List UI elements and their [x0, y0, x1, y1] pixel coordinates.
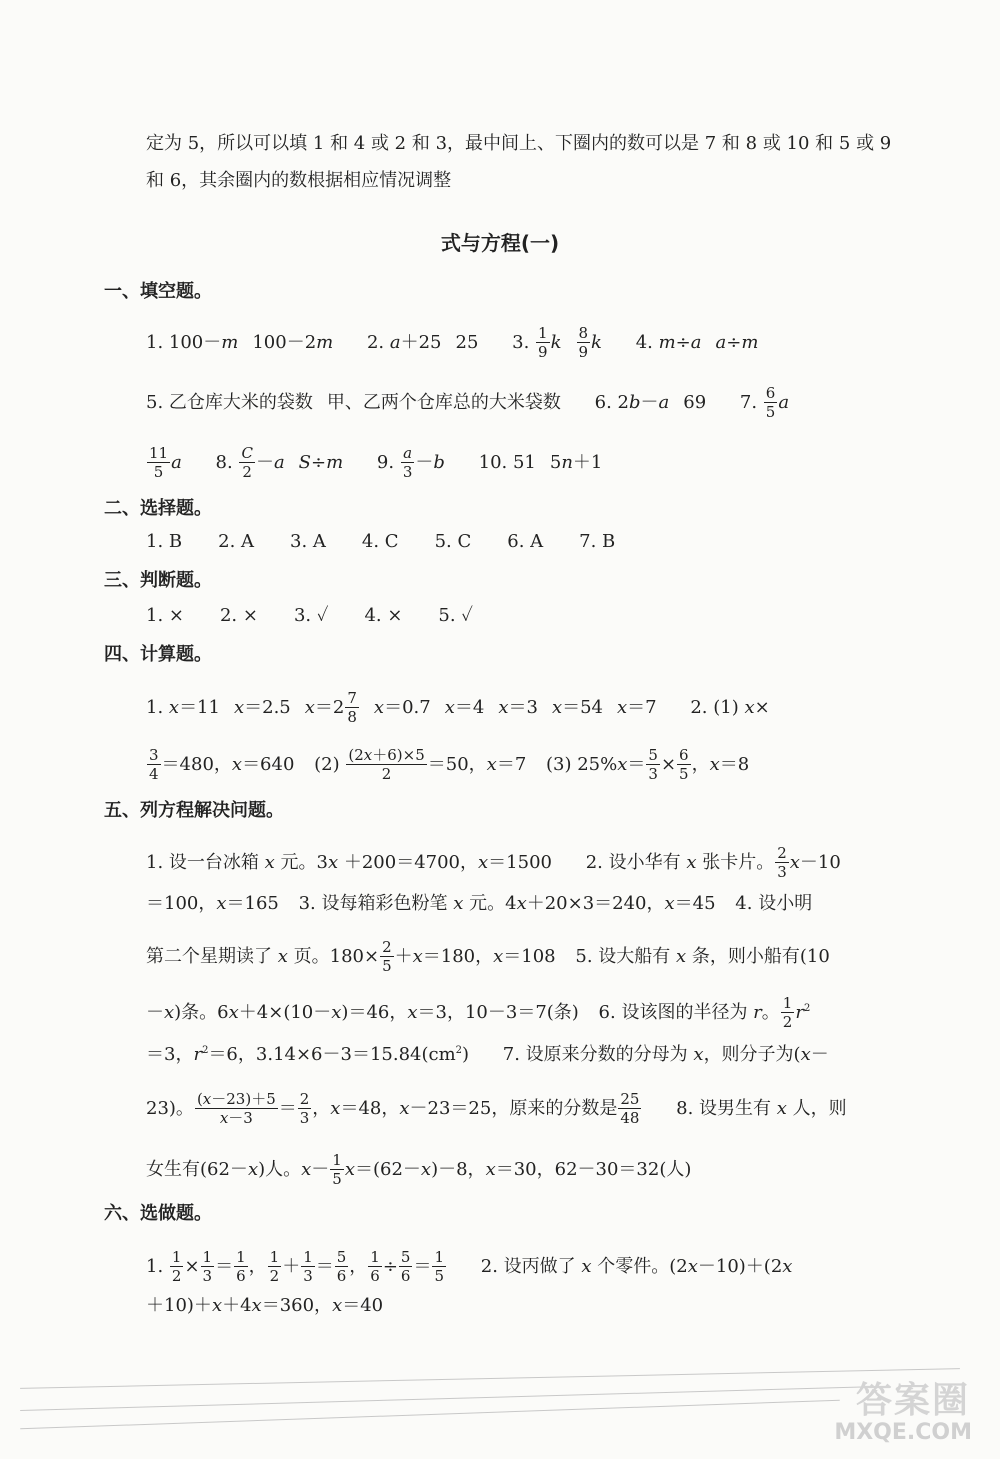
optional-line-2: ＋10)＋x＋4x＝360，x＝40 [146, 1295, 384, 1316]
calc-line-2: $\frac{3}{4}$ ＝480，x＝640 (2) $\frac{(2x+6)\times 5}{2}$ ＝50，x＝7 (3) 25%x＝ $\frac{5}{3}$ × $\frac{6}{5}$ ，x＝8 [149, 746, 750, 783]
fill-blank-line-3: $\frac{11}{5}$ a 8. $\frac{C}{2}$ －a S÷m 9. $\frac{a}{3}$ －b 10. 51 5n＋1 [149, 444, 603, 481]
section-heading-calc: 四、计算题。 [104, 644, 212, 665]
section-heading-optional: 六、选做题。 [104, 1203, 212, 1224]
section-heading-choice: 二、选择题。 [104, 498, 212, 519]
watermark-logo: 答案圈 [855, 1380, 970, 1421]
fill-blank-line-1: 1. 100－m 100－2m 2. a＋25 25 3. $\frac{1}{9}$ k $\frac{8}{9}$ k 4. m÷a a÷m [146, 324, 759, 361]
section-heading-fill-blank: 一、填空题。 [104, 281, 212, 302]
fill-blank-line-2: 5. 乙仓库大米的袋数 甲、乙两个仓库总的大米袋数 6. 2b－a 69 7. $\frac{6}{5}$ a [146, 384, 790, 421]
eq-line-4: －x)条。6x＋4×(10－x)＝46，x＝3，10－3＝7(条) 6. 设该图的半径为 r。 $\frac{1}{2}$ $r^2$ [146, 994, 811, 1031]
bottom-rule-2 [20, 1386, 880, 1411]
section-heading-judge: 三、判断题。 [104, 570, 212, 591]
eq-line-2: ＝100，x＝165 3. 设每箱彩色粉笔 x 元。4x＋20×3＝240，x＝45 4. 设小明 [146, 893, 813, 914]
optional-line-1: 1. $\frac{1}{2}$ × $\frac{1}{3}$ ＝ $\frac{1}{6}$ ， $\frac{1}{2}$ ＋ $\frac{1}{3}$ ＝ $\frac{5}{6}$ ， $\frac{1}{6}$ ÷ $\frac{5}{6}$ ＝ $\frac{1}{5}$ 2. 设丙做了 x 个零件。(2x－10)＋(2x [146, 1248, 793, 1285]
intro-line-1: 定为 5，所以可以填 1 和 4 或 2 和 3，最中间上、下圈内的数可以是 7 和 8 或 10 和 5 或 9 [146, 133, 892, 154]
eq-line-3: 第二个星期读了 x 页。180× $\frac{2}{5}$ ＋x＝180，x＝108 5. 设大船有 x 条，则小船有(10 [146, 938, 830, 975]
calc-line-1: 1. x＝11 x＝2.5 x＝2 $\frac{7}{8}$ x＝0.7 x＝4 x＝3 x＝54 x＝7 2. (1) x× [146, 689, 770, 726]
eq-line-7: 女生有(62－x)人。x－ $\frac{1}{5}$ x＝(62－x)－8，x＝30，62－30＝32(人) [146, 1151, 692, 1188]
intro-line-2: 和 6，其余圈内的数根据相应情况调整 [146, 170, 452, 191]
section-heading-equations: 五、列方程解决问题。 [104, 800, 284, 821]
eq-line-6: 23)。 $\frac{(x-23)+5}{x-3}$ ＝ $\frac{2}{3}$ ，x＝48，x－23＝25，原来的分数是 $\frac{25}{48}$ 8. 设男生有 x 人，则 [146, 1090, 847, 1127]
section-title: 式与方程(一) [440, 231, 560, 255]
choice-answers: 1. B 2. A 3. A 4. C 5. C 6. A 7. B [146, 531, 616, 552]
eq-line-1: 1. 设一台冰箱 x 元。3x ＋200＝4700，x＝1500 2. 设小华有 x 张卡片。 $\frac{2}{3}$ x－10 [146, 844, 841, 881]
bottom-rule-3 [20, 1400, 840, 1430]
judge-answers: 1. × 2. × 3. ✓ 4. × 5. ✓ [146, 605, 473, 626]
eq-line-5: ＝3，$r^2=6$，$3.14\times 6-3=15.84(cm^2)$ 7. 设原来分数的分母为 x，则分子为(x－ [146, 1044, 829, 1065]
watermark-site: MXQE.COM [834, 1420, 972, 1445]
bottom-rule-1 [20, 1368, 960, 1389]
